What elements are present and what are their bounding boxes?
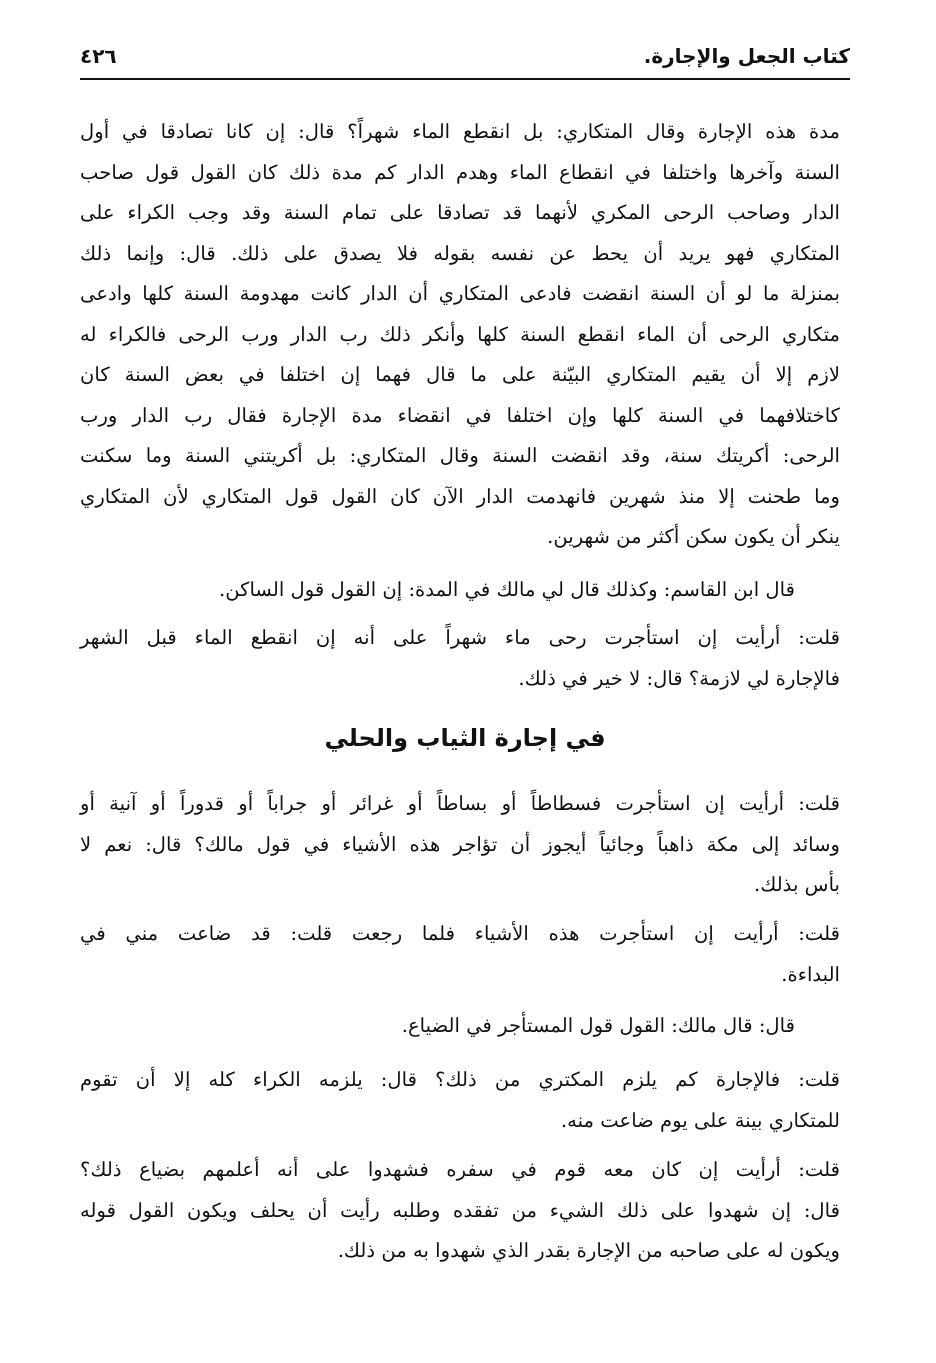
text-line: الرحى: أكريتك سنة، وقد انقضت السنة وقال المتكاري: بل أكريتني السنة وما سكنت [80,444,840,467]
text-line: فالإجارة لي لازمة؟ قال: لا خير في ذلك. [518,666,840,690]
text-line: كاختلافهما في السنة كلها وإن اختلفا في انقضاء مدة الإجارة فقال رب الدار ورب [80,403,840,427]
text-line: قلت: أرأيت إن استأجرت رحى ماء شهراً على أنه إن انقطع الماء قبل الشهر [80,626,840,649]
text-line: البداءة. [781,962,840,986]
text-line: متكاري الرحى أن الماء انقطع السنة كلها وأنكر ذلك رب الدار ورب الرحى فالكراء له [80,322,840,346]
text-line: بمنزلة ما لو أن السنة انقضت فادعى المتكاري أن الدار كانت مهدومة السنة كلها وادعى [80,282,840,305]
text-line: السنة وآخرها واختلفا في انقطاع الماء وهدم الدار كم مدة ذلك كان القول قول صاحب [80,160,840,184]
paragraph-1 [80,112,840,558]
text-line: ينكر أن يكون سكن أكثر من شهرين. [547,525,840,548]
paragraph-2 [80,570,840,611]
page-number: ٤٢٦ [80,44,117,68]
paragraph-7 [80,1060,840,1141]
page-header [80,42,850,80]
text-line: وما طحنت إلا منذ شهرين فانهدمت الدار الآن كان القول قول المتكاري لأن المتكاري [80,484,840,508]
text-line: قال ابن القاسم: وكذلك قال لي مالك في المدة: إن القول قول الساكن. [218,578,795,601]
text-line: قلت: أرأيت إن استأجرت هذه الأشياء فلما رجعت قلت: قد ضاعت مني في [80,922,840,945]
paragraph-3 [80,618,840,699]
text-line: قلت: أرأيت إن كان معه قوم في سفره فشهدوا على أنه أعلمهم بضياع ذلك؟ [80,1158,840,1181]
text-line: قال: إن شهدوا على ذلك الشيء من تفقده وطلبه رأيت أن يحلف ويكون القول قوله [80,1198,840,1222]
text-line: لازم إلا أن يقيم المتكاري البيّنة على ما قال فهما إن اختلفا في بعض السنة كان [80,363,840,386]
text-line: وسائد إلى مكة ذاهباً وجائياً أيجوز أن تؤاجر هذه الأشياء في قول مالك؟ قال: نعم لا [80,832,840,856]
paragraph-6 [80,1006,840,1047]
section-heading: في إجارة الثياب والحلي [324,724,606,752]
text-line: ويكون له على صاحبه من الإجارة بقدر الذي شهدوا به من ذلك. [337,1239,840,1262]
paragraph-5 [80,914,840,995]
text-line: الدار وصاحب الرحى المكري لأنهما قد تصادقا على تمام السنة وقد وجب الكراء على [80,201,840,224]
book-title: كتاب الجعل والإجارة. [643,44,850,68]
text-line: المتكاري فهو يريد أن يحط عن نفسه بقوله فلا يصدق على ذلك. قال: وإنما ذلك [80,241,840,265]
text-line: قال: قال مالك: القول قول المستأجر في الضياع. [401,1014,795,1037]
paragraph-4 [80,784,840,906]
paragraph-8 [80,1150,840,1272]
text-line: قلت: أرأيت إن استأجرت فسطاطاً أو بساطاً أو غرائر أو جراباً أو قدوراً أو آنية أو [80,792,840,815]
text-line: للمتكاري بينة على يوم ضاعت منه. [560,1108,840,1132]
text-line: بأس بذلك. [753,873,840,896]
text-line: قلت: فالإجارة كم يلزم المكتري من ذلك؟ قال: يلزمه الكراء كله إلا أن تقوم [80,1068,840,1091]
text-line: مدة هذه الإجارة وقال المتكاري: بل انقطع الماء شهراً؟ قال: إن كانا تصادقا في أول [80,120,840,143]
